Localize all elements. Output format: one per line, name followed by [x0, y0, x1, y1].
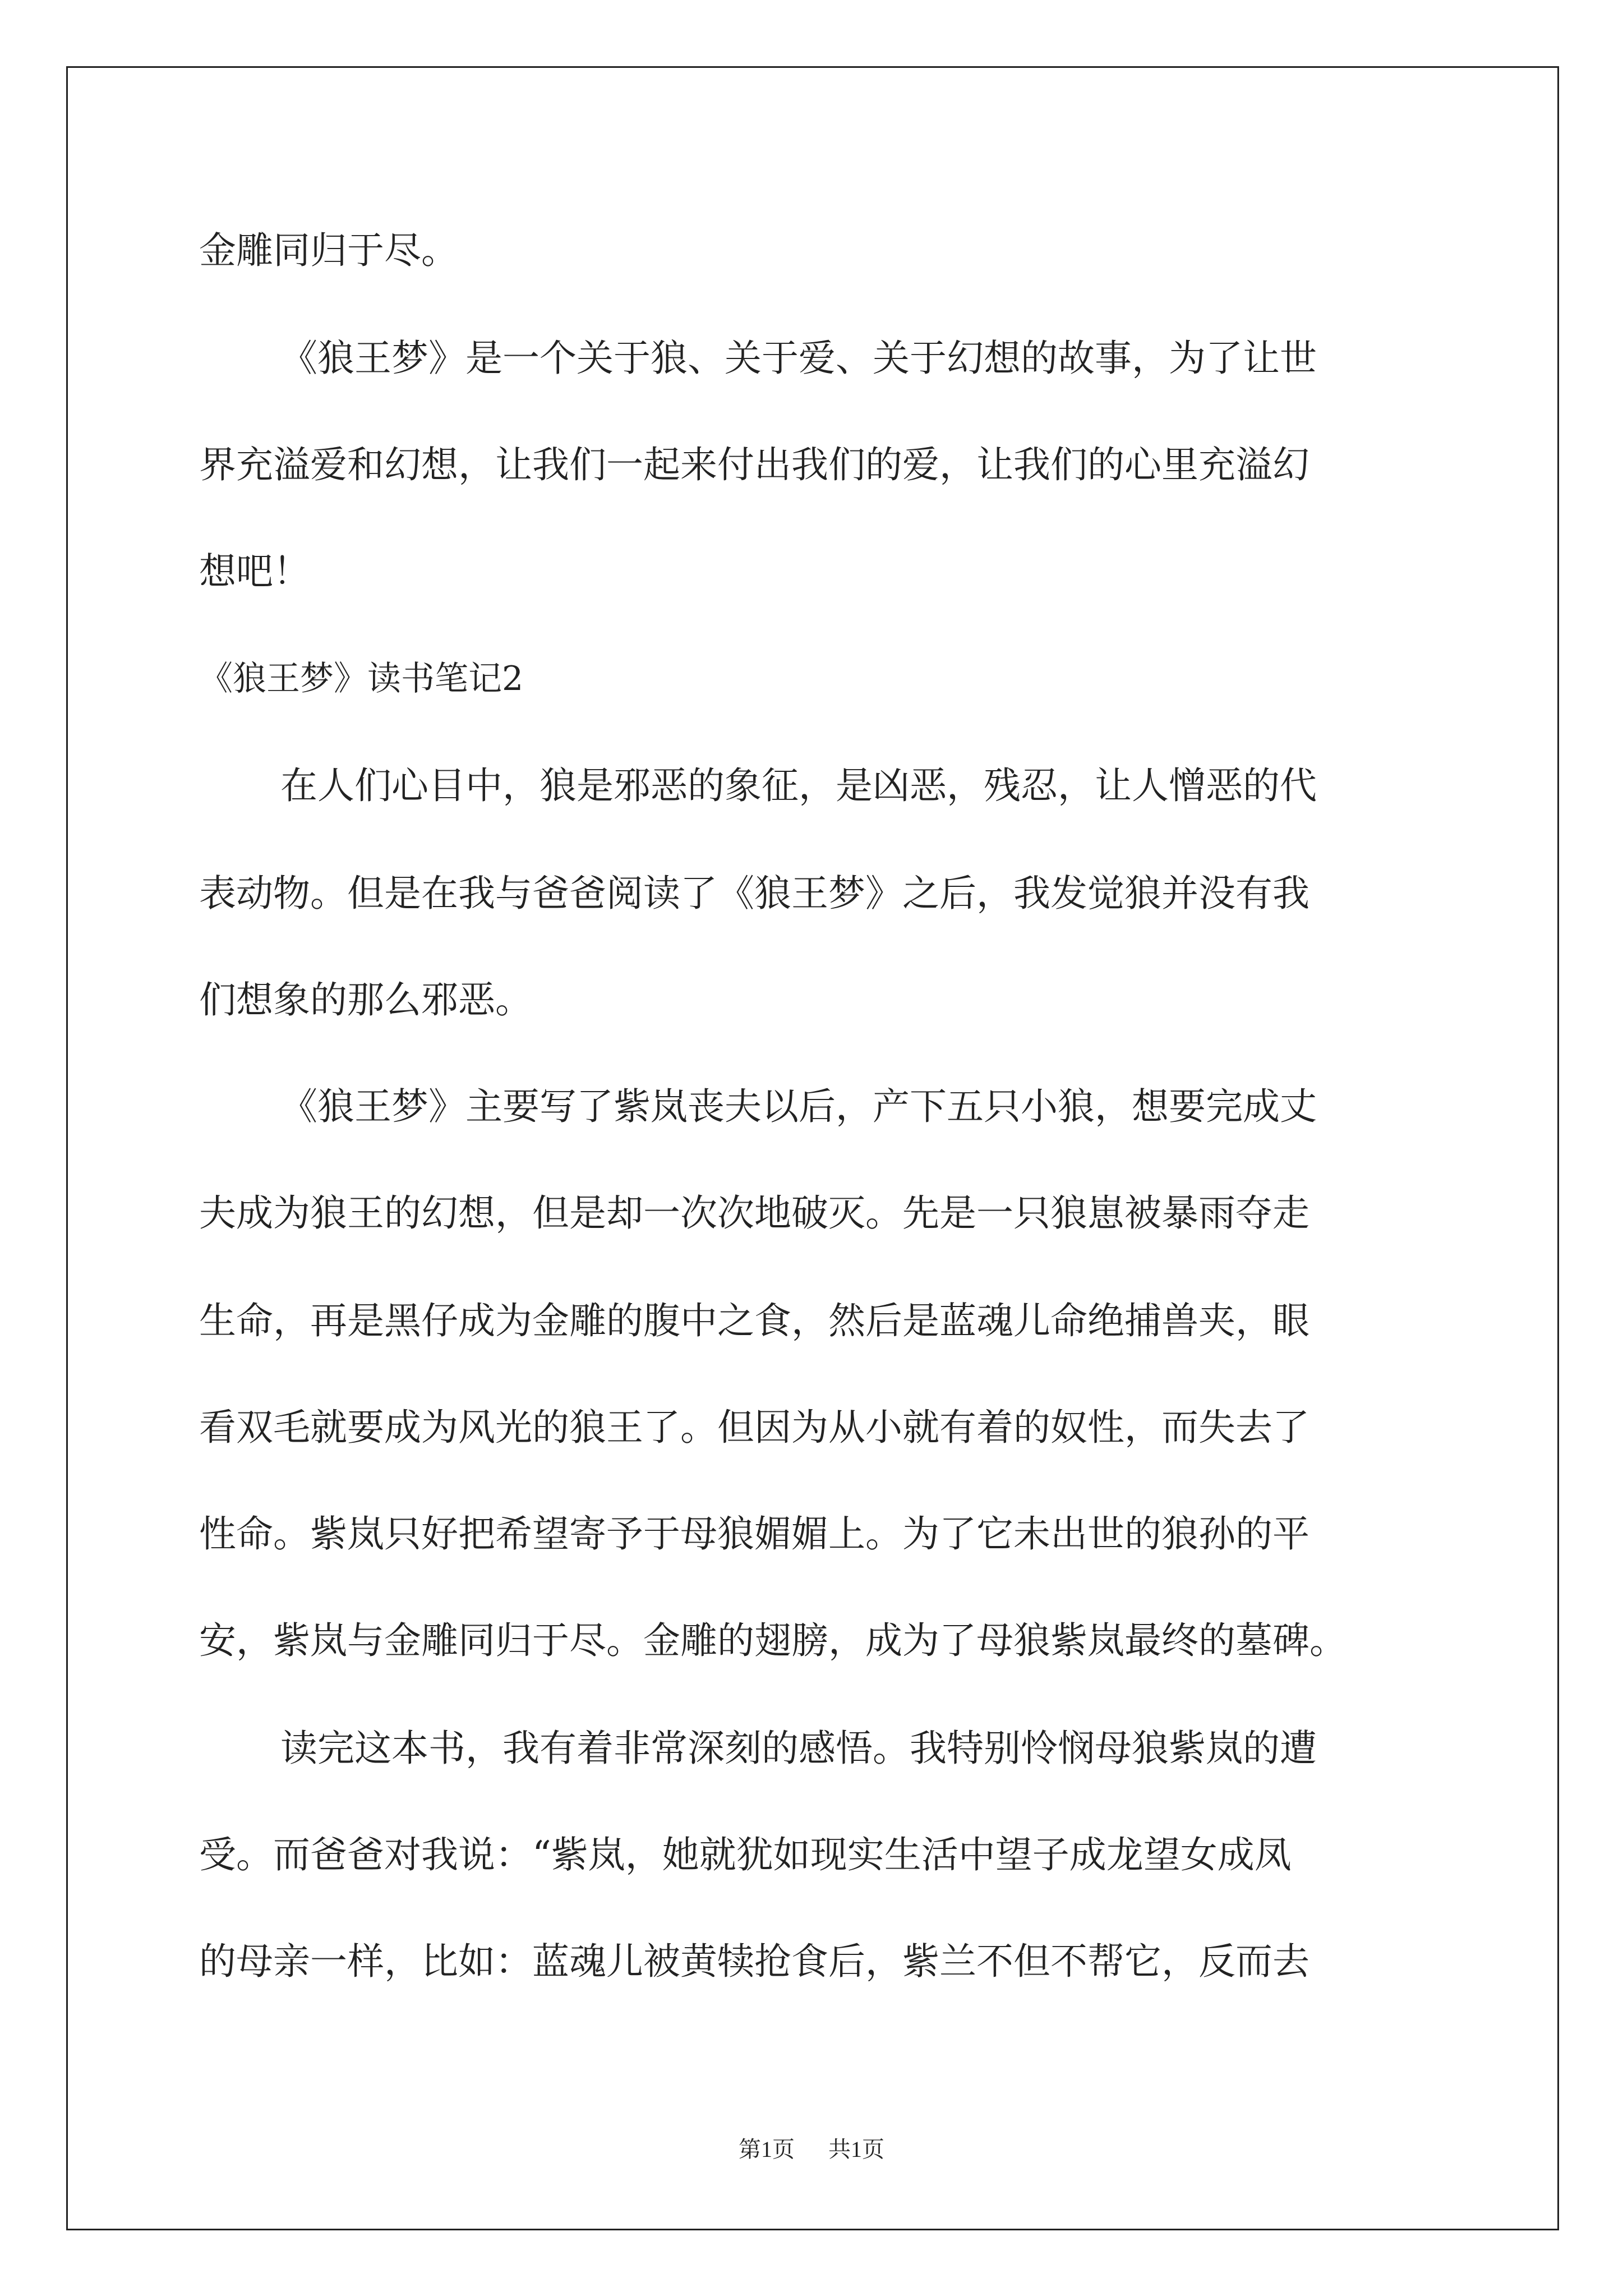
text-line: 性命。紫岚只好把希望寄予于母狼媚媚上。为了它未出世的狼孙的平: [199, 1512, 1310, 1556]
text-line: 《狼王梦》主要写了紫岚丧夫以后，产下五只小狼，想要完成丈: [280, 1085, 1317, 1128]
page-frame: [66, 66, 1559, 2230]
text-line: 受。而爸爸对我说：“紫岚，她就犹如现实生活中望子成龙望女成凤: [199, 1833, 1292, 1876]
text-line: 安，紫岚与金雕同归于尽。金雕的翅膀，成为了母狼紫岚最终的墓碑。: [199, 1619, 1347, 1662]
page-total: 共1页: [828, 2137, 884, 2162]
text-line: 读完这本书，我有着非常深刻的感悟。我特别怜悯母狼紫岚的遭: [280, 1727, 1317, 1770]
text-line: 生命，再是黑仔成为金雕的腹中之食，然后是蓝魂儿命绝捕兽夹，眼: [199, 1299, 1310, 1342]
text-line: 看双毛就要成为风光的狼王了。但因为从小就有着的奴性，而失去了: [199, 1406, 1310, 1449]
text-line: 们想象的那么邪恶。: [199, 978, 532, 1022]
text-line: 夫成为狼王的幻想，但是却一次次地破灭。先是一只狼崽被暴雨夺走: [199, 1191, 1310, 1235]
text-line: 金雕同归于尽。: [199, 229, 458, 272]
text-line: 《狼王梦》是一个关于狼、关于爱、关于幻想的故事，为了让世: [280, 337, 1317, 380]
text-line: 的母亲一样，比如：蓝魂儿被黄犊抢食后，紫兰不但不帮它，反而去: [199, 1940, 1310, 1983]
section-heading: 《狼王梦》读书笔记2: [199, 659, 524, 698]
page-number: 第1页: [739, 2137, 795, 2162]
page-footer: [0, 2138, 1623, 2161]
text-line: 在人们心目中，狼是邪恶的象征，是凶恶，残忍，让人憎恶的代: [280, 764, 1317, 807]
text-line: 界充溢爱和幻想，让我们一起来付出我们的爱，让我们的心里充溢幻: [199, 443, 1310, 486]
text-line: 表动物。但是在我与爸爸阅读了《狼王梦》之后，我发觉狼并没有我: [199, 872, 1310, 915]
text-line: 想吧！: [199, 550, 310, 593]
